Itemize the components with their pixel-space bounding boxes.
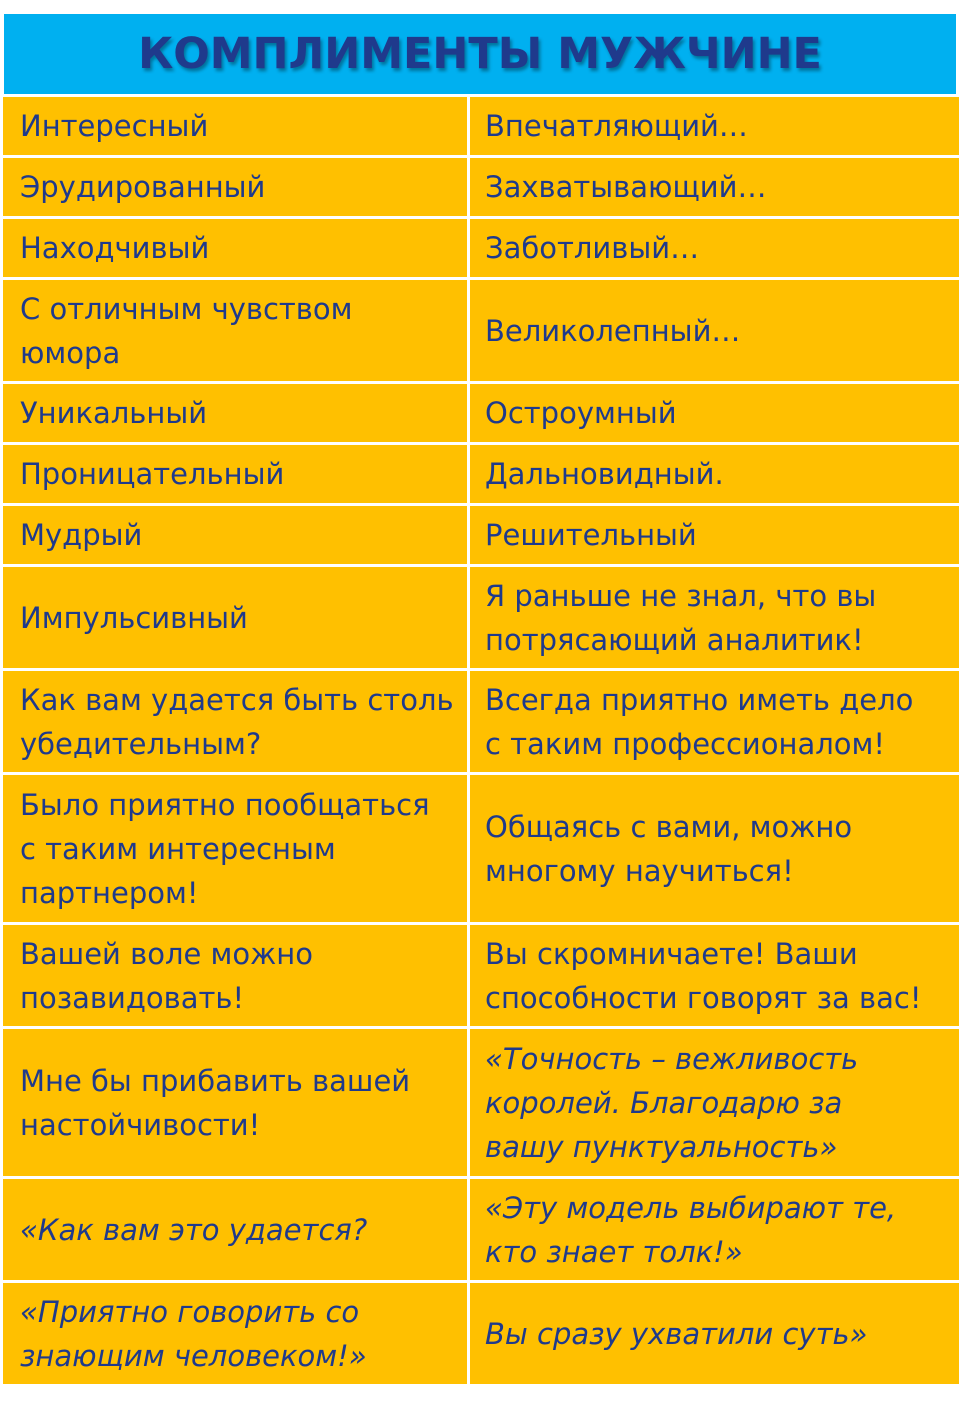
table-cell-right bbox=[470, 97, 962, 158]
table-cell-left bbox=[0, 97, 470, 158]
table-cell-right bbox=[470, 775, 962, 925]
table-cell-left bbox=[0, 567, 470, 671]
table-cell-right bbox=[470, 384, 962, 445]
cell-text: Проницательный bbox=[20, 457, 285, 491]
title-banner bbox=[4, 14, 956, 94]
table-cell-left bbox=[0, 1179, 470, 1283]
cell-text: С отличным чувством юмора bbox=[20, 291, 353, 370]
cell-text: Великолепный… bbox=[485, 313, 741, 348]
cell-text: Вашей воле можно позавидовать! bbox=[20, 936, 313, 1015]
page-title: КОМПЛИМЕНТЫ МУЖЧИНЕ bbox=[138, 29, 822, 79]
cell-text: Заботливый… bbox=[485, 231, 700, 265]
cell-text: «Приятно говорить со знающим человеком!» bbox=[20, 1294, 367, 1373]
table-cell-right bbox=[470, 158, 962, 219]
table-cell-left bbox=[0, 280, 470, 384]
cell-text: «Эту модель выбирают те, кто знает толк!» bbox=[485, 1190, 897, 1269]
table-cell-right bbox=[470, 1029, 962, 1179]
cell-text: Захватывающий… bbox=[485, 170, 767, 204]
cell-text: Впечатляющий… bbox=[485, 109, 748, 143]
cell-text: Всегда приятно иметь дело с таким профессионалом! bbox=[485, 682, 914, 761]
table-cell-right bbox=[470, 219, 962, 280]
table-cell-left bbox=[0, 219, 470, 280]
cell-text: Вы скромничаете! Ваши способности говорят за вас! bbox=[485, 936, 922, 1015]
table-cell-left bbox=[0, 925, 470, 1029]
cell-text: Как вам удается быть столь убедительным? bbox=[20, 682, 454, 761]
table-cell-left bbox=[0, 1283, 470, 1387]
cell-text: Вы сразу ухватили суть» bbox=[485, 1316, 868, 1351]
cell-text: «Как вам это удается? bbox=[20, 1212, 368, 1247]
cell-text: Интересный bbox=[20, 109, 209, 143]
cell-text: «Точность – вежливость королей. Благодарю за вашу пунктуальность» bbox=[485, 1041, 859, 1164]
cell-text: Эрудированный bbox=[20, 170, 266, 204]
cell-text: Я раньше не знал, что вы потрясающий аналитик! bbox=[485, 578, 877, 657]
cell-text: Импульсивный bbox=[20, 600, 248, 635]
table-cell-left bbox=[0, 671, 470, 775]
table-cell-left bbox=[0, 384, 470, 445]
cell-text: Остроумный bbox=[485, 396, 677, 430]
table-cell-right bbox=[470, 445, 962, 506]
table-cell-left bbox=[0, 158, 470, 219]
table-cell-right bbox=[470, 671, 962, 775]
table-cell-right bbox=[470, 925, 962, 1029]
table-cell-right bbox=[470, 280, 962, 384]
cell-text: Находчивый bbox=[20, 231, 210, 265]
table-cell-right bbox=[470, 1283, 962, 1387]
compliments-table bbox=[0, 97, 962, 1392]
cell-text: Мудрый bbox=[20, 518, 143, 552]
table-cell-right bbox=[470, 567, 962, 671]
table-cell-right bbox=[470, 1179, 962, 1283]
table-cell-left bbox=[0, 506, 470, 567]
table-cell-right bbox=[470, 506, 962, 567]
cell-text: Дальновидный. bbox=[485, 457, 724, 491]
table-cell-left bbox=[0, 1029, 470, 1179]
cell-text: Общаясь с вами, можно многому научиться! bbox=[485, 809, 853, 888]
cell-text: Было приятно пообщаться с таким интересным партнером! bbox=[20, 787, 430, 910]
cell-text: Мне бы прибавить вашей настойчивости! bbox=[20, 1063, 411, 1142]
table-cell-left bbox=[0, 445, 470, 506]
table-cell-left bbox=[0, 775, 470, 925]
cell-text: Решительный bbox=[485, 518, 697, 552]
cell-text: Уникальный bbox=[20, 396, 208, 430]
